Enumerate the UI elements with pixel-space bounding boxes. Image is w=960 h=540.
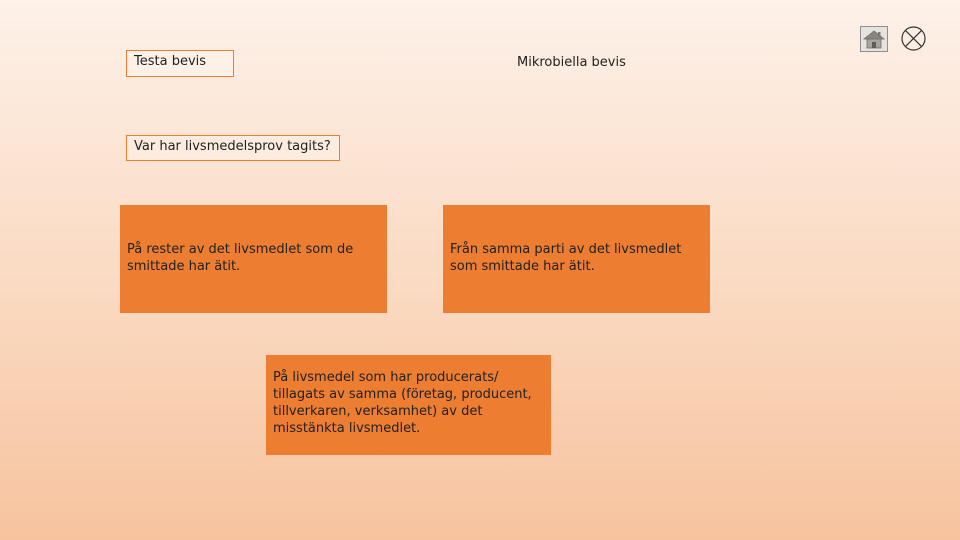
answer-text: Från samma parti av det livsmedlet som smittade har ätit.	[450, 242, 682, 274]
question-label: Var har livsmedelsprov tagits?	[134, 139, 331, 154]
test-evidence-label: Testa bevis	[134, 54, 207, 69]
close-icon	[901, 26, 926, 51]
test-evidence-tab[interactable]	[126, 50, 234, 77]
answer-option-same-producer[interactable]	[266, 355, 551, 455]
answer-option-leftovers[interactable]	[120, 205, 387, 313]
home-button[interactable]	[860, 26, 888, 52]
microbial-evidence-title: Mikrobiella bevis	[517, 55, 626, 70]
home-icon	[861, 27, 887, 51]
close-button[interactable]	[901, 26, 926, 51]
answer-text: På livsmedel som har producerats/ tillagats av samma (företag, producent, tillverkaren, verksamhet) av det misstänkta livsmedlet.	[273, 370, 532, 436]
answer-option-same-batch[interactable]	[443, 205, 710, 313]
question-box	[126, 135, 340, 161]
answer-text: På rester av det livsmedlet som de smittade har ätit.	[127, 242, 354, 274]
